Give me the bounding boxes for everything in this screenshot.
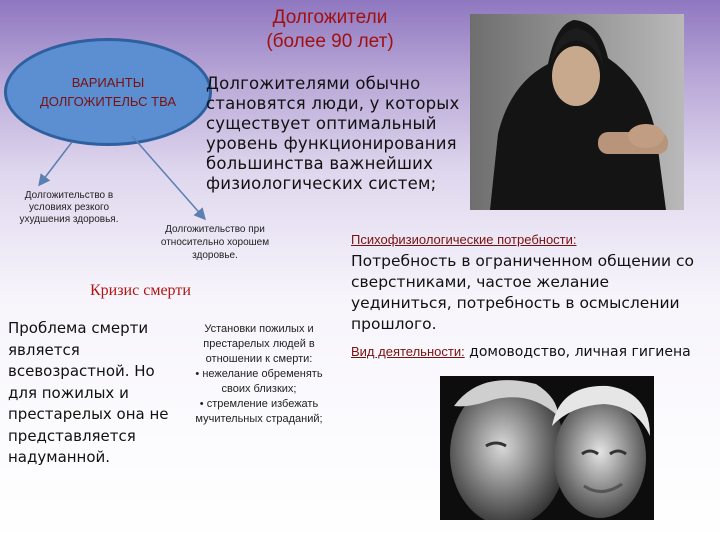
attitudes-item: • нежелание обременять своих близких; [195,368,323,395]
variant-good-health: Долгожительство при относительно хорошем здоровье. [160,224,270,261]
activity-text: домоводство, личная гигиена [464,344,691,360]
elderly-couple-photo [440,376,654,520]
needs-label: Психофизиологические потребности: [351,232,577,247]
needs-text: Потребность в ограниченном общении со сверстниками, частое желание уединиться, потребность в осмыслении прошлого. [351,252,695,333]
arrow-left [40,142,72,184]
definition-text: Долгожителями обычно становятся люди, у которых существует оптимальный уровень функционирования большинства важнейших физиологических систем; [206,74,460,193]
crisis-heading: Кризис смерти [90,282,191,299]
problem-text: Проблема смерти является всевозрастной. Но для пожилых и престарелых она не представляется надуманной. [8,319,169,466]
arrow-mid [132,136,204,218]
attitudes-header: Установки пожилых и престарелых людей в отношении к смерти: [203,323,315,365]
variants-label: ВАРИАНТЫ ДОЛГОЖИТЕЛЬС ТВА [39,75,177,109]
attitudes-item: • стремление избежать мучительных страданий; [195,398,323,425]
attitudes-block [184,322,334,427]
variant-poor-health: Долгожительство в условиях резкого ухудшения здоровья. [19,190,119,225]
title-line-1: Долгожители [272,7,388,28]
elderly-woman-photo [470,14,684,210]
activity-label: Вид деятельности: [351,344,465,359]
title-line-2: (более 90 лет) [266,31,394,52]
activity-line [351,342,713,362]
